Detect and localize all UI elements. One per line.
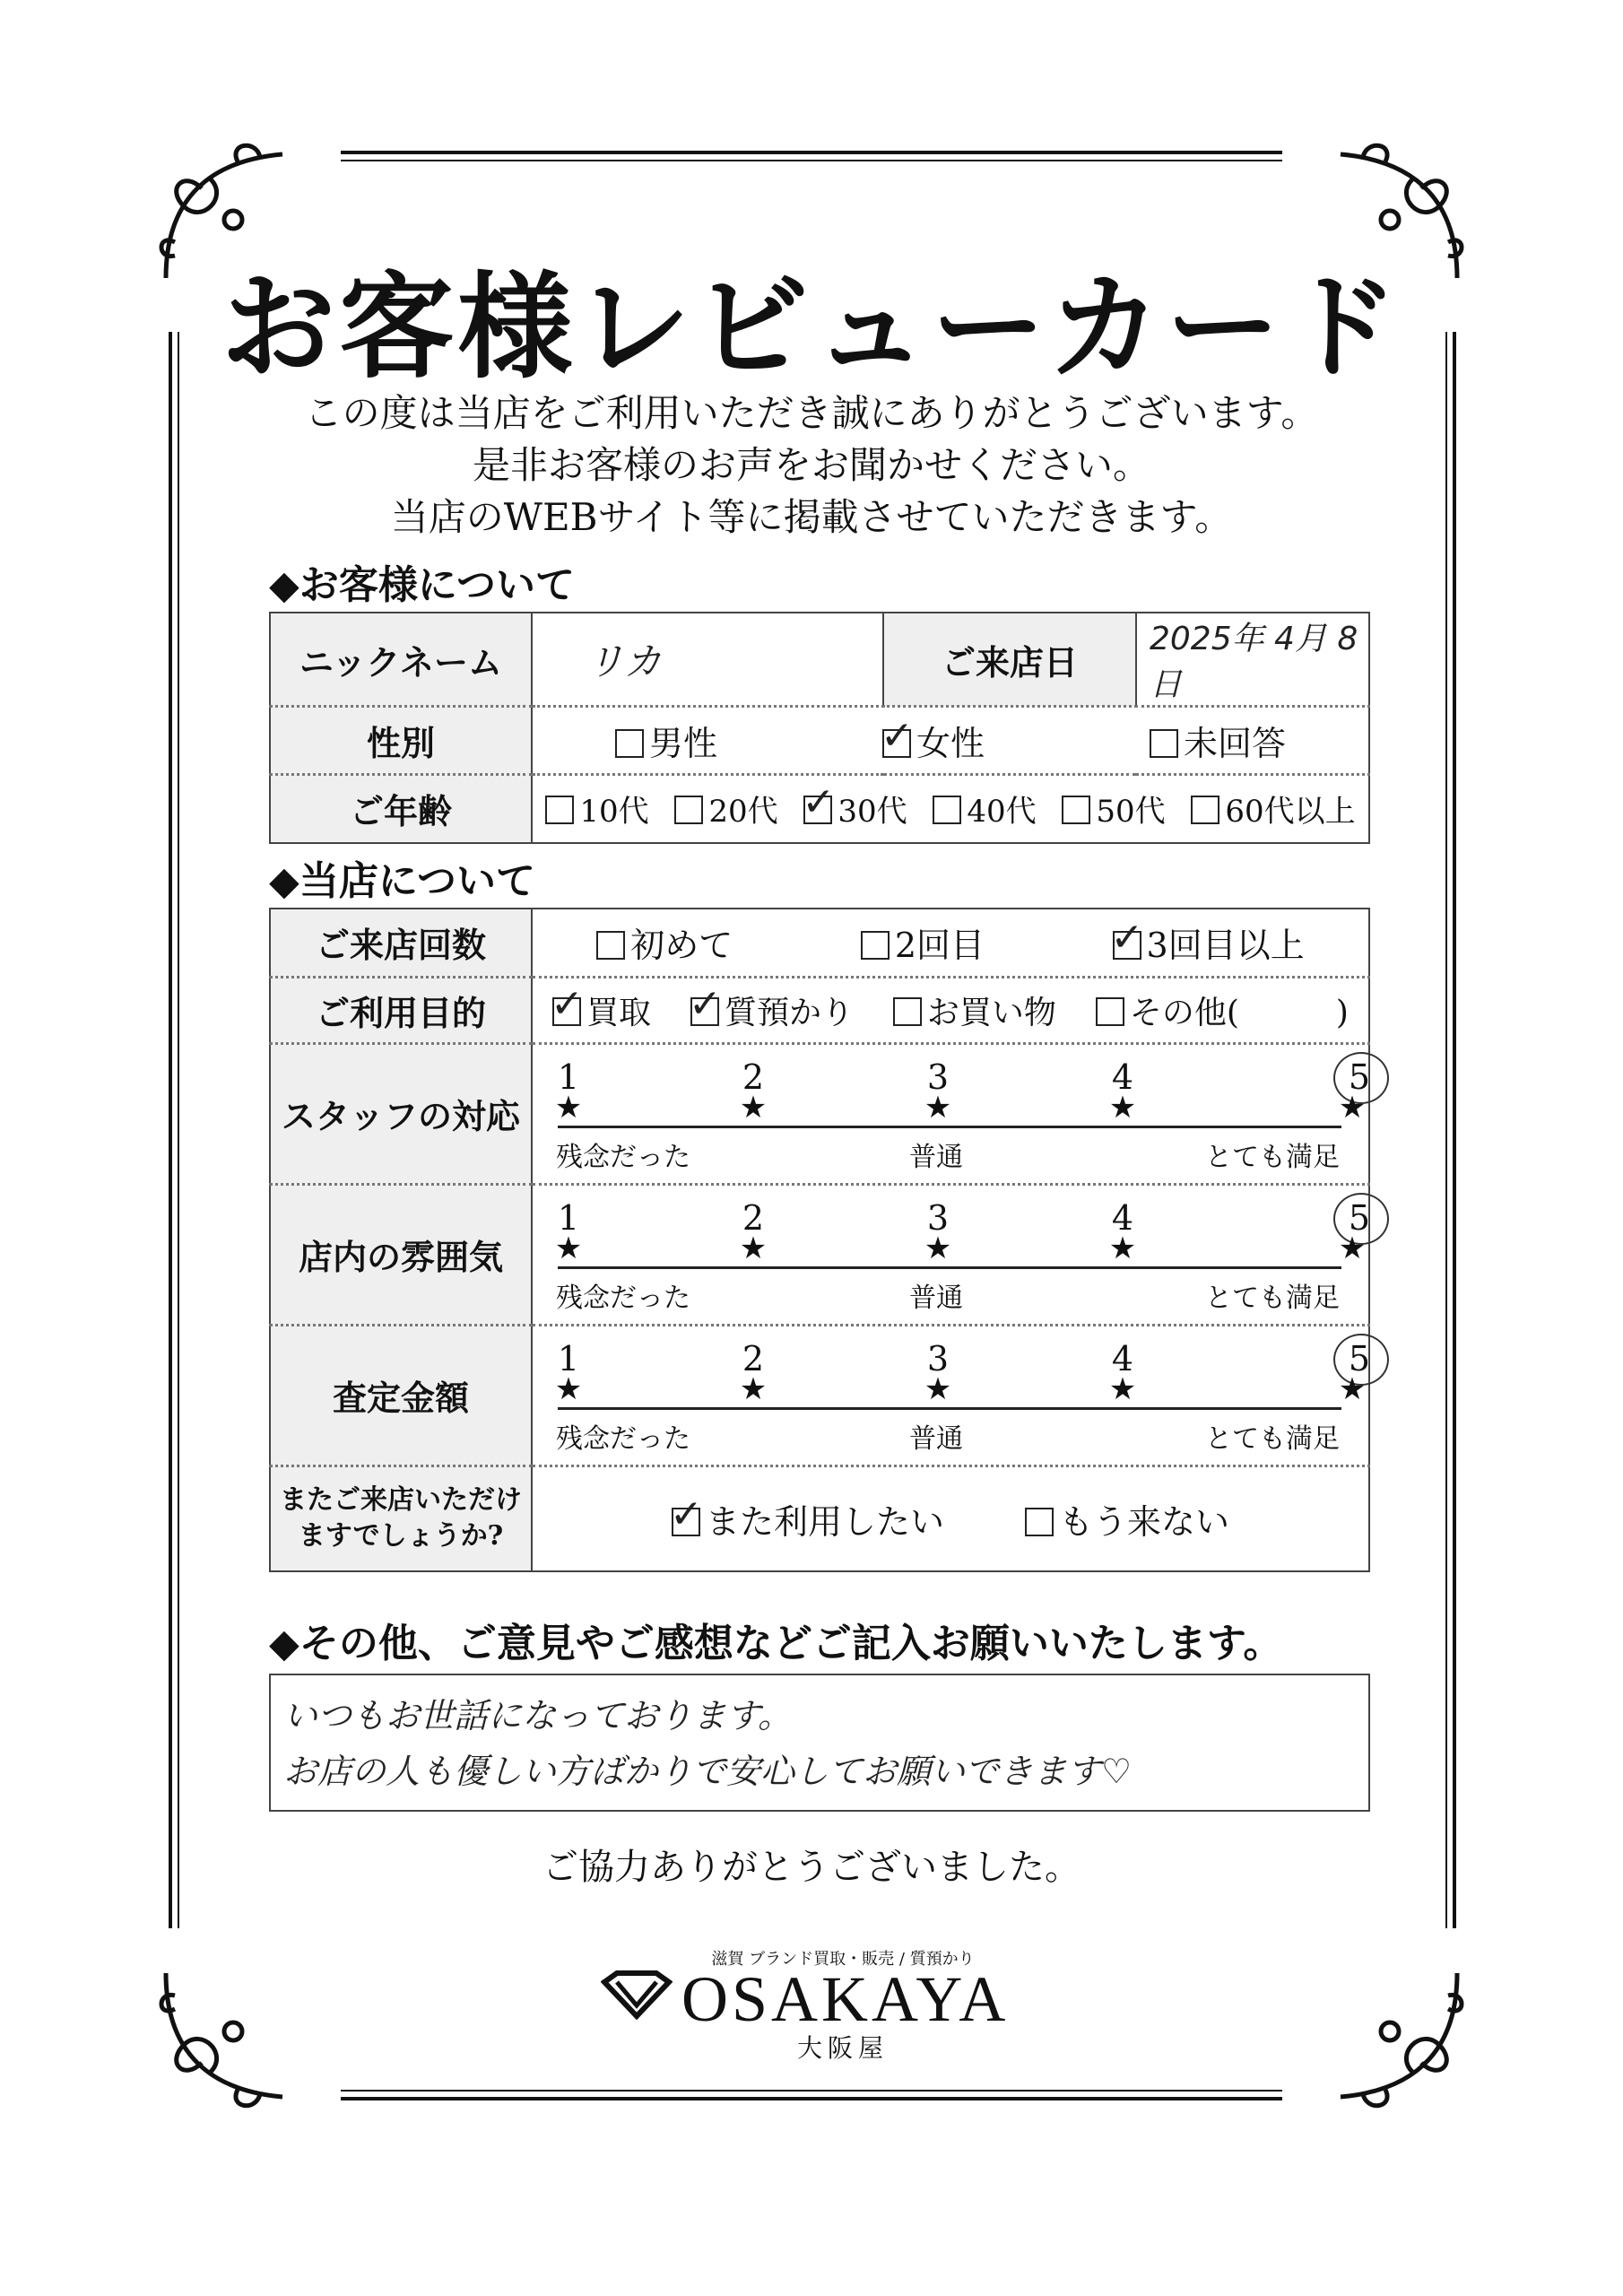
option-label: お買い物 bbox=[926, 994, 1056, 1031]
rating-number: 1 bbox=[557, 1057, 580, 1097]
customer-table bbox=[269, 612, 1370, 844]
rating-number: 3 bbox=[926, 1057, 950, 1097]
checkbox[interactable] bbox=[893, 997, 922, 1026]
rating-axis bbox=[558, 1126, 1341, 1128]
rating-appraisal bbox=[532, 1325, 1369, 1465]
option-label: 30代 bbox=[838, 794, 907, 831]
star-icon[interactable]: ★ bbox=[1338, 1230, 1367, 1266]
revisit-option[interactable] bbox=[672, 1494, 944, 1544]
purpose-option[interactable] bbox=[552, 987, 651, 1033]
thanks-text: ご協力ありがとうございました。 bbox=[542, 1847, 1081, 1888]
nickname-label: ニックネーム bbox=[270, 613, 532, 707]
right-border-inner bbox=[1445, 332, 1447, 1928]
rating-number: 4 bbox=[1111, 1197, 1134, 1238]
comment-field[interactable] bbox=[269, 1674, 1370, 1812]
visits-option-row bbox=[533, 918, 1368, 967]
nickname-field[interactable] bbox=[532, 613, 883, 707]
checkbox-checked[interactable] bbox=[552, 997, 581, 1026]
rating-number: 5 bbox=[1348, 1338, 1371, 1378]
scale-high-label: とても満足 bbox=[1205, 1282, 1340, 1314]
scale-low-label: 残念だった bbox=[556, 1422, 690, 1455]
visit-date-value: 2025年 4月 8日 bbox=[1150, 621, 1358, 703]
comment-line: いつもお世話になっております。 bbox=[283, 1696, 792, 1735]
star-icon[interactable]: ★ bbox=[924, 1370, 952, 1407]
top-border bbox=[341, 151, 1282, 154]
left-border-inner bbox=[178, 332, 179, 1928]
checkbox[interactable] bbox=[861, 931, 890, 960]
logo-japanese: 大阪屋 bbox=[796, 2033, 889, 2063]
option-label: もう来ない bbox=[1059, 1501, 1230, 1542]
osakaya-logo bbox=[592, 1962, 1058, 2034]
checkbox[interactable] bbox=[1191, 796, 1219, 824]
visit-date-field[interactable] bbox=[1136, 613, 1369, 707]
scale-mid-label: 普通 bbox=[909, 1282, 963, 1314]
gender-option-row bbox=[533, 716, 1368, 765]
purpose-option[interactable] bbox=[893, 987, 1056, 1033]
rating-atmosphere bbox=[532, 1184, 1369, 1325]
corner-ornament-bottom-right bbox=[1296, 1937, 1475, 2117]
visits-label: ご来店回数 bbox=[270, 909, 532, 977]
option-label: また利用したい bbox=[705, 1501, 944, 1542]
corner-ornament-bottom-left bbox=[148, 1937, 327, 2117]
option-label: 男性 bbox=[648, 724, 717, 763]
store-table bbox=[269, 908, 1370, 1572]
section-store-heading: ◆当店について bbox=[269, 858, 535, 904]
diamond-icon bbox=[601, 1970, 673, 2020]
star-icon[interactable]: ★ bbox=[924, 1089, 952, 1126]
purpose-option-row bbox=[533, 987, 1368, 1033]
age-option[interactable] bbox=[1062, 787, 1165, 831]
gender-label: 性別 bbox=[270, 707, 532, 775]
rating-number: 5 bbox=[1348, 1197, 1371, 1238]
purpose-option[interactable] bbox=[690, 987, 854, 1033]
age-option[interactable] bbox=[674, 787, 777, 831]
comment-line: お店の人も優しい方ばかりで安心してお願いできます♡ bbox=[283, 1752, 1133, 1791]
top-border-inner bbox=[341, 160, 1282, 161]
rating-label-appraisal: 査定金額 bbox=[270, 1325, 532, 1465]
bottom-border bbox=[341, 2097, 1282, 2100]
scale-low-label: 残念だった bbox=[556, 1282, 690, 1314]
checkbox[interactable] bbox=[545, 796, 574, 824]
checkbox[interactable] bbox=[933, 796, 961, 824]
intro-line: この度は当店をご利用いただき誠にありがとうございます。 bbox=[304, 391, 1319, 435]
checkbox[interactable] bbox=[1025, 1508, 1054, 1536]
gender-option[interactable] bbox=[615, 716, 717, 765]
bottom-border-inner bbox=[341, 2090, 1282, 2092]
checkbox[interactable] bbox=[1062, 796, 1090, 824]
rating-axis bbox=[558, 1266, 1341, 1269]
rating-number: 2 bbox=[742, 1338, 765, 1378]
logo-subtitle: 滋賀 ブランド買取・販売 / 質預かり bbox=[711, 1950, 975, 1969]
checkbox-checked[interactable] bbox=[1113, 931, 1141, 960]
visits-options bbox=[532, 909, 1369, 977]
rating-number: 3 bbox=[926, 1338, 950, 1378]
option-label: その他( ) bbox=[1129, 994, 1349, 1031]
age-option[interactable] bbox=[933, 787, 1036, 831]
star-icon[interactable]: ★ bbox=[924, 1230, 952, 1266]
rating-number: 5 bbox=[1348, 1057, 1371, 1097]
left-border bbox=[169, 332, 172, 1928]
logo-text: OSAKAYA bbox=[681, 1963, 1010, 2035]
star-icon[interactable]: ★ bbox=[554, 1370, 583, 1407]
visit-date-label: ご来店日 bbox=[883, 613, 1136, 707]
star-icon[interactable]: ★ bbox=[739, 1230, 768, 1266]
rating-axis bbox=[558, 1407, 1341, 1410]
star-icon[interactable]: ★ bbox=[554, 1230, 583, 1266]
option-label: 20代 bbox=[708, 794, 778, 831]
star-icon[interactable]: ★ bbox=[739, 1089, 768, 1126]
star-icon[interactable]: ★ bbox=[1338, 1370, 1367, 1407]
purpose-options bbox=[532, 977, 1369, 1043]
rating-scale[interactable] bbox=[533, 1186, 1371, 1324]
option-label: 3回目以上 bbox=[1146, 926, 1305, 966]
checkbox[interactable] bbox=[596, 931, 625, 960]
option-label: 60代以上 bbox=[1225, 794, 1356, 831]
rating-number: 3 bbox=[926, 1197, 950, 1238]
checkbox[interactable] bbox=[1096, 997, 1124, 1026]
star-icon[interactable]: ★ bbox=[1338, 1089, 1367, 1126]
checkbox-checked[interactable] bbox=[882, 729, 911, 758]
age-option[interactable] bbox=[1191, 787, 1355, 831]
intro-line: 是非お客様のお声をお聞かせください。 bbox=[472, 443, 1150, 487]
checkbox[interactable] bbox=[674, 796, 703, 824]
section-customer-heading: ◆お客様について bbox=[269, 562, 575, 608]
option-label: 10代 bbox=[579, 794, 649, 831]
age-options bbox=[532, 775, 1369, 843]
gender-options bbox=[532, 707, 1369, 775]
section-comments-heading: ◆その他、ご意見やご感想などご記入お願いいたします。 bbox=[269, 1621, 1283, 1666]
visits-option[interactable] bbox=[1113, 918, 1305, 967]
age-option[interactable] bbox=[803, 787, 907, 831]
gender-option[interactable] bbox=[882, 716, 985, 765]
age-label: ご年齢 bbox=[270, 775, 532, 843]
scale-mid-label: 普通 bbox=[909, 1422, 963, 1455]
option-label: 未回答 bbox=[1183, 724, 1286, 763]
checkbox-checked[interactable] bbox=[803, 796, 832, 824]
star-icon[interactable]: ★ bbox=[1108, 1089, 1137, 1126]
rating-staff bbox=[532, 1043, 1369, 1184]
visits-option[interactable] bbox=[596, 918, 733, 967]
rating-number: 2 bbox=[742, 1057, 765, 1097]
revisit-label bbox=[270, 1465, 532, 1571]
checkbox[interactable] bbox=[1150, 729, 1178, 758]
star-icon[interactable]: ★ bbox=[1108, 1230, 1137, 1266]
rating-number: 1 bbox=[557, 1338, 580, 1378]
rating-number: 1 bbox=[557, 1197, 580, 1238]
revisit-label-line: ますでしょうか? bbox=[298, 1520, 504, 1552]
page-title: お客様レビューカード bbox=[221, 260, 1402, 395]
age-option[interactable] bbox=[545, 787, 648, 831]
gender-option[interactable] bbox=[1150, 716, 1286, 765]
option-label: 50代 bbox=[1096, 794, 1166, 831]
visits-option[interactable] bbox=[861, 918, 985, 967]
intro-line: 当店のWEBサイト等に掲載させていただきます。 bbox=[390, 495, 1233, 539]
scale-high-label: とても満足 bbox=[1205, 1422, 1340, 1455]
checkbox[interactable] bbox=[615, 729, 644, 758]
revisit-option[interactable] bbox=[1025, 1494, 1229, 1544]
checkbox-checked[interactable] bbox=[690, 997, 719, 1026]
scale-low-label: 残念だった bbox=[556, 1141, 690, 1173]
rating-label-atmosphere: 店内の雰囲気 bbox=[270, 1184, 532, 1325]
checkbox-checked[interactable] bbox=[672, 1508, 700, 1536]
revisit-option-row bbox=[533, 1494, 1368, 1544]
scale-high-label: とても満足 bbox=[1205, 1141, 1340, 1173]
purpose-label: ご利用目的 bbox=[270, 977, 532, 1043]
rating-number: 2 bbox=[742, 1197, 765, 1238]
star-icon[interactable]: ★ bbox=[1108, 1370, 1137, 1407]
option-label: 40代 bbox=[967, 794, 1037, 831]
option-label: 2回目 bbox=[894, 926, 985, 966]
star-icon[interactable]: ★ bbox=[739, 1370, 768, 1407]
star-icon[interactable]: ★ bbox=[554, 1089, 583, 1126]
rating-number: 4 bbox=[1111, 1057, 1134, 1097]
right-border bbox=[1453, 332, 1456, 1928]
option-label: 質預かり bbox=[724, 994, 854, 1031]
intro-text bbox=[0, 387, 1623, 544]
revisit-options bbox=[532, 1465, 1369, 1571]
rating-scale[interactable] bbox=[533, 1326, 1371, 1465]
option-label: 女性 bbox=[916, 724, 985, 763]
nickname-value: リカ bbox=[586, 639, 662, 683]
rating-label-staff: スタッフの対応 bbox=[270, 1043, 532, 1184]
scale-mid-label: 普通 bbox=[909, 1141, 963, 1173]
purpose-option[interactable] bbox=[1096, 987, 1349, 1033]
option-label: 初めて bbox=[630, 926, 733, 966]
age-option-row bbox=[533, 787, 1368, 831]
revisit-label-line: またご来店いただけ bbox=[280, 1484, 522, 1517]
rating-scale[interactable] bbox=[533, 1045, 1371, 1183]
rating-number: 4 bbox=[1111, 1338, 1134, 1378]
option-label: 買取 bbox=[586, 994, 651, 1031]
